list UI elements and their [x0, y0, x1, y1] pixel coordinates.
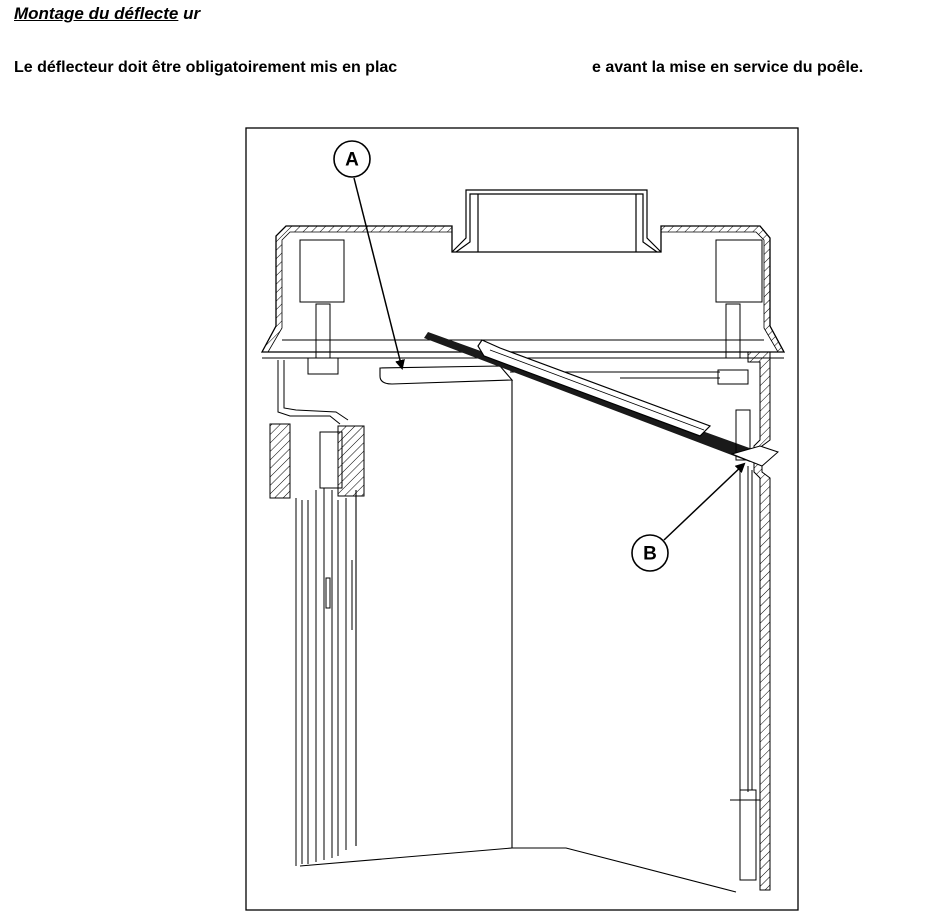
- intro-text-left: Le déflecteur doit être obligatoirement mis en plac: [14, 59, 398, 76]
- callout-b-label: B: [643, 543, 657, 565]
- callout-b: [632, 464, 744, 571]
- callout-a-label: A: [345, 149, 359, 171]
- bolt-right: [718, 304, 748, 384]
- left-door-assembly: [270, 360, 364, 866]
- intro-text-right: e avant la mise en service du poêle.: [592, 59, 864, 76]
- heading-underlined-text: Montage du déflecte: [14, 4, 179, 23]
- firebox-back-wall: [300, 380, 736, 892]
- heading-trailing-text: ur: [178, 4, 201, 23]
- top-casting: [262, 226, 784, 358]
- flue-collar: [452, 190, 661, 252]
- right-wall: [730, 352, 778, 890]
- figure-frame: [246, 128, 798, 910]
- bolt-left: [308, 304, 338, 374]
